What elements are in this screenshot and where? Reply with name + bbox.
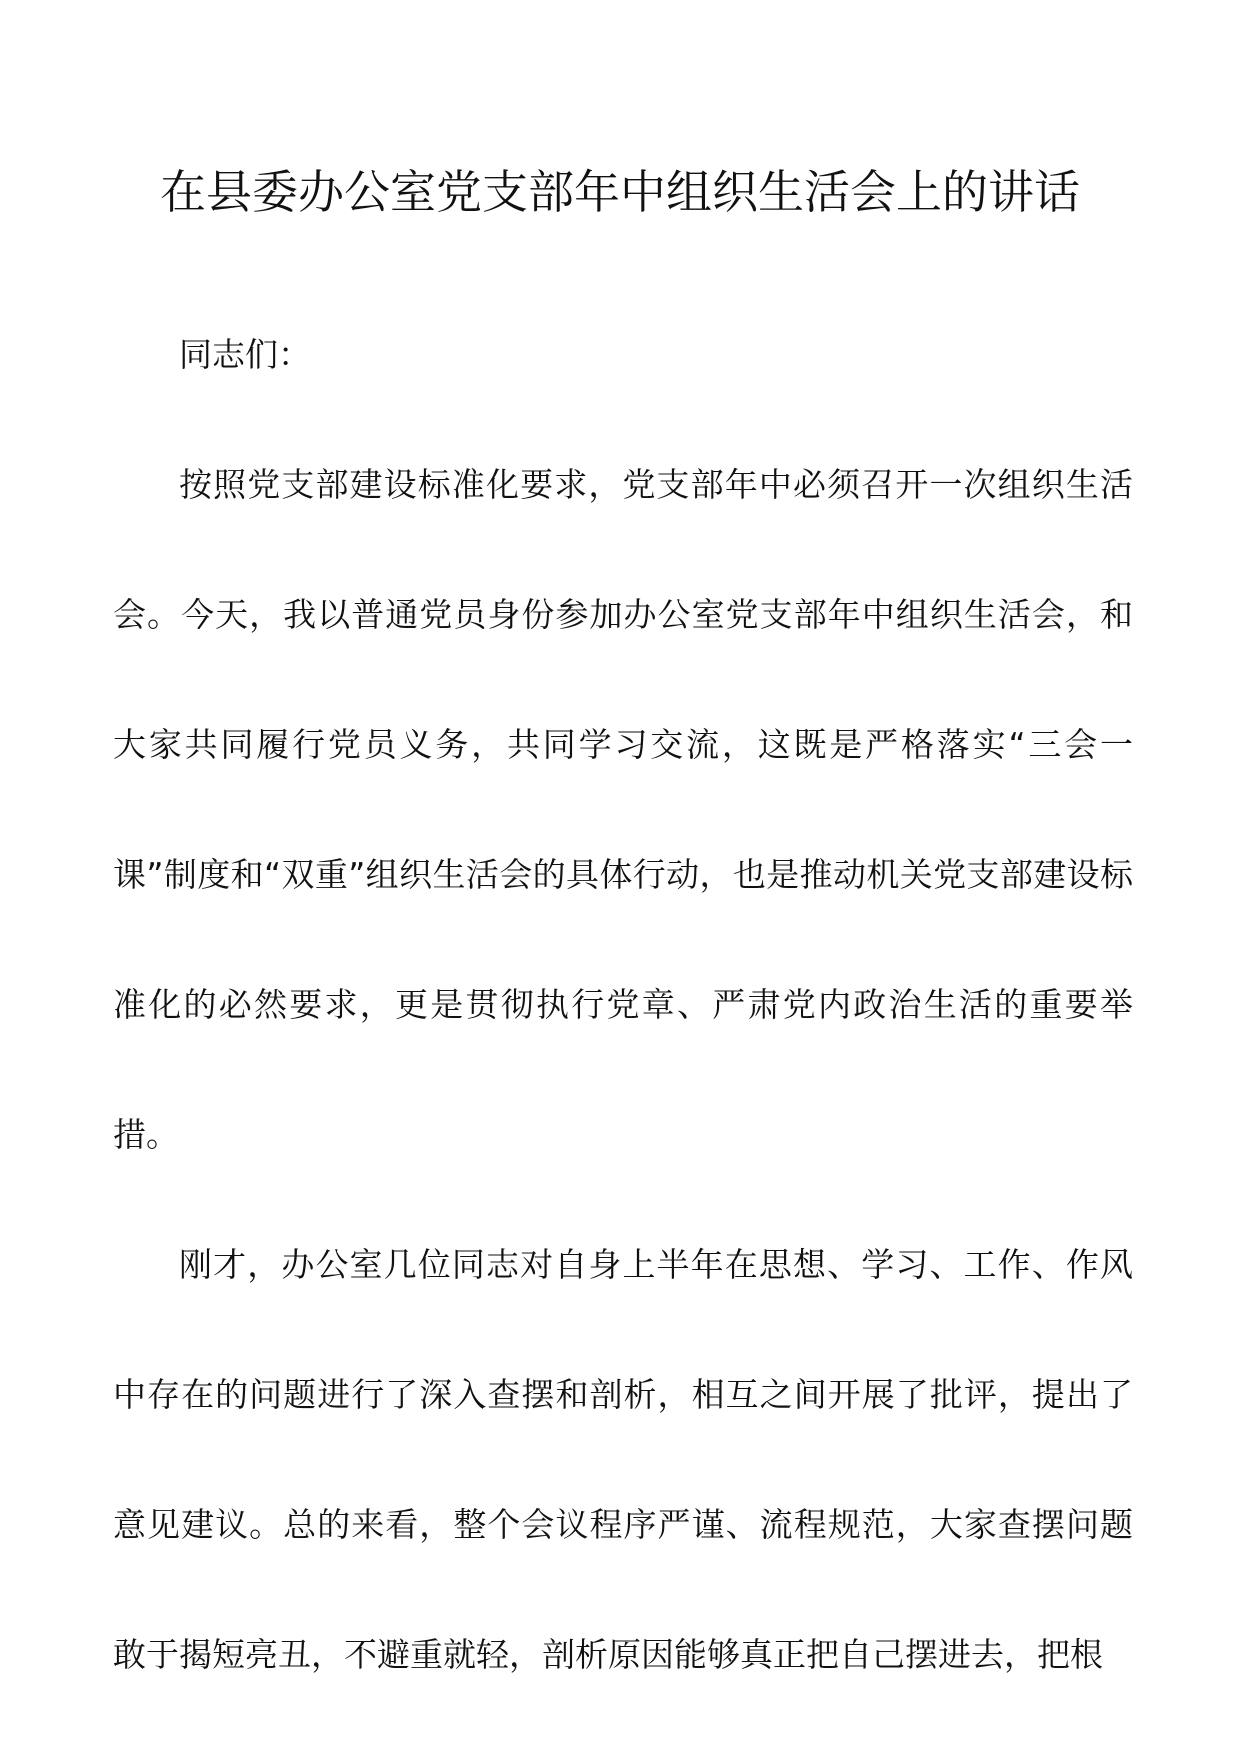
paragraph-1: 按照党支部建设标准化要求，党支部年中必须召开一次组织生活会。今天，我以普通党员身份参加办公室党支部年中组织生活会，和大家共同履行党员义务，共同学习交流，这既是严格落实“三会一课”制度和“双重”组织生活会的具体行动，也是推动机关党支部建设标准化的必然要求，更是贯彻执行党章、严肃党内政治生活的重要举措。 — [113, 465, 1133, 1154]
document-body — [113, 290, 1133, 1720]
salutation: 同志们： — [179, 335, 311, 374]
paragraph-2: 刚才，办公室几位同志对自身上半年在思想、学习、工作、作风中存在的问题进行了深入查摆和剖析，相互之间开展了批评，提出了意见建议。总的来看，整个会议程序严谨、流程规范，大家查摆问题敢于揭短亮丑，不避重就轻，剖析原因能够真正把自己摆进去，把根 — [113, 1245, 1133, 1674]
document-title: 在县委办公室党支部年中组织生活会上的讲话 — [160, 165, 1080, 219]
